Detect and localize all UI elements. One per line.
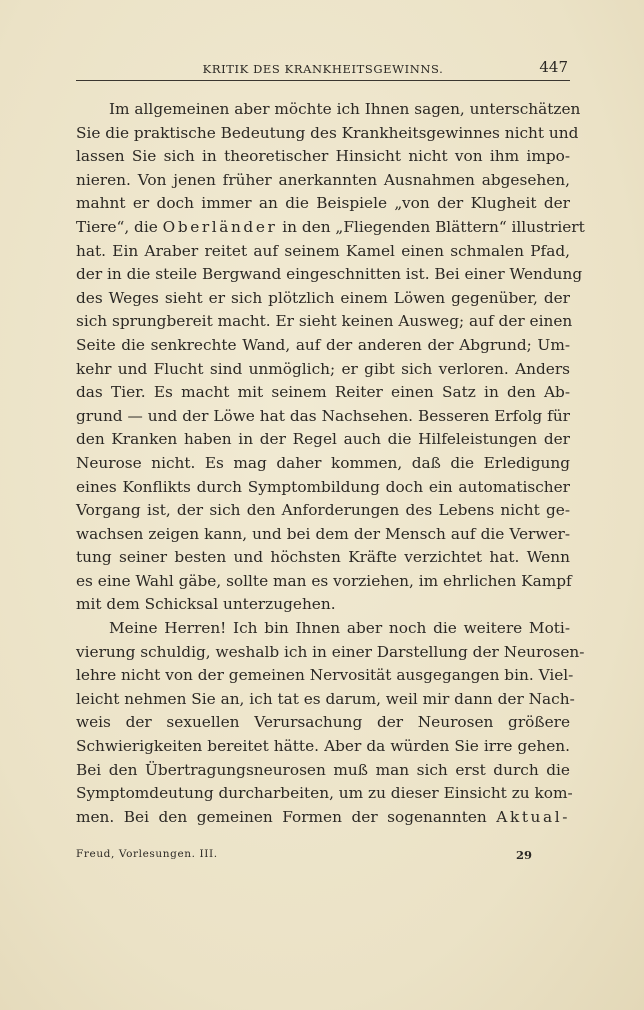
text-line: Bei den Übertragungsneurosen muß man sich erst durch die (76, 760, 570, 779)
text-line: sich sprungbereit macht. Er sieht keinen Ausweg; auf der einen (76, 312, 573, 331)
text-line: leicht nehmen Sie an, ich tat es darum, weil mir dann der Nach- (76, 689, 575, 708)
running-title: KRITIK DES KRANKHEITSGEWINNS. (202, 62, 444, 76)
text-line: eines Konflikts durch Symptombildung doch ein automatischer (76, 477, 570, 496)
text-line: mahnt er doch immer an die Beispiele „von der Klugheit der (76, 194, 570, 213)
text-line: Neurose nicht. Es mag daher kommen, daß die Erledigung (76, 453, 570, 472)
text-line: wachsen zeigen kann, und bei dem der Mensch auf die Verwer- (76, 524, 570, 543)
running-head (76, 58, 570, 81)
body-text (76, 98, 585, 829)
spaced-term: Aktual- (496, 807, 570, 826)
text-line: Schwierigkeiten bereitet hätte. Aber da würden Sie irre gehen. (76, 737, 570, 756)
text-line (76, 216, 585, 240)
line-segment: in den „Fliegenden Blättern“ illustriert (277, 217, 585, 236)
text-line: lassen Sie sich in theoretischer Hinsicht nicht von ihm impo- (76, 147, 570, 166)
text-line: Vorgang ist, der sich den Anforderungen des Lebens nicht ge- (76, 501, 570, 520)
text-line: Symptomdeutung durcharbeiten, um zu dieser Einsicht zu kom- (76, 784, 573, 803)
text-line: vierung schuldig, weshalb ich in einer Darstellung der Neurosen- (76, 642, 585, 661)
text-line: es eine Wahl gäbe, sollte man es vorziehen, im ehrlichen Kampf (76, 571, 572, 590)
page-number: 447 (539, 58, 568, 76)
text-line: kehr und Flucht sind unmöglich; er gibt sich verloren. Anders (76, 359, 570, 378)
text-line: grund — und der Löwe hat das Nachsehen. Besseren Erfolg für (76, 406, 570, 425)
text-line: nieren. Von jenen früher anerkannten Ausnahmen abgesehen, (76, 170, 570, 189)
sheet-number: 29 (516, 848, 533, 862)
text-line: Meine Herren! Ich bin Ihnen aber noch die weitere Moti- (109, 619, 570, 638)
paragraph-1 (76, 98, 585, 617)
text-line: Im allgemeinen aber möchte ich Ihnen sagen, unterschätzen (109, 100, 581, 118)
signature-line: Freud, Vorlesungen. III. (76, 848, 218, 860)
text-line: den Kranken haben in der Regel auch die Hilfeleistungen der (76, 430, 570, 449)
text-line: des Weges sieht er sich plötzlich einem Löwen gegenüber, der (76, 288, 570, 307)
line-segment: men. Bei den gemeinen Formen der sogenannten (76, 807, 497, 826)
text-line: der in die steile Bergwand eingeschnitten ist. Bei einer Wendung (76, 265, 583, 284)
text-line: weis der sexuellen Verursachung der Neurosen größere (76, 713, 570, 732)
text-line (76, 806, 570, 830)
text-line: mit dem Schicksal unterzugehen. (76, 595, 336, 614)
text-line: Sie die praktische Bedeutung des Krankheitsgewinnes nicht und (76, 123, 579, 142)
text-line: hat. Ein Araber reitet auf seinem Kamel einen schmalen Pfad, (76, 241, 570, 260)
text-line: Seite die senkrechte Wand, auf der anderen der Abgrund; Um- (76, 335, 570, 354)
line-segment: Tiere“, die (76, 217, 163, 236)
text-line: lehre nicht von der gemeinen Nervosität ausgegangen bin. Viel- (76, 666, 574, 685)
paragraph-2 (76, 617, 585, 829)
text-line: das Tier. Es macht mit seinem Reiter einen Satz in den Ab- (76, 383, 570, 402)
spaced-name: Oberländer (162, 217, 278, 236)
text-line: tung seiner besten und höchsten Kräfte verzichtet hat. Wenn (76, 548, 570, 567)
